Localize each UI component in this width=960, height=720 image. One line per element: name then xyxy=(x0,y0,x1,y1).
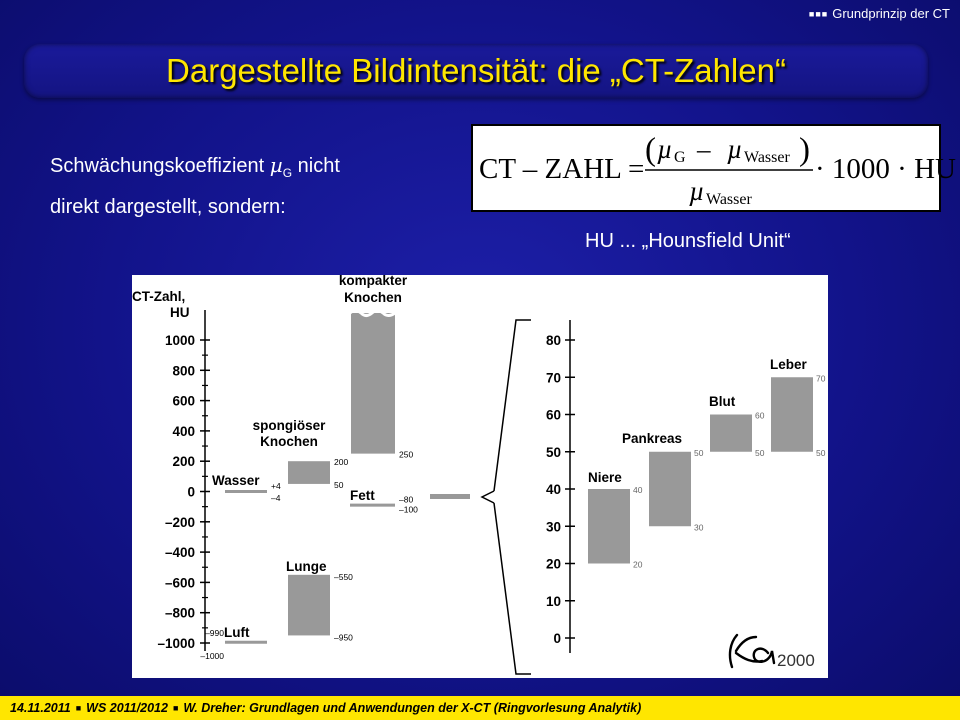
range-low-label: 250 xyxy=(399,449,414,460)
y-tick-label: 400 xyxy=(172,423,195,439)
range-name: Pankreas xyxy=(622,431,683,446)
svg-text:–: – xyxy=(697,134,711,164)
range-high-label: 50 xyxy=(694,447,704,458)
range-name: Fett xyxy=(350,488,375,503)
right-chart xyxy=(546,320,826,653)
zoom-line-bottom xyxy=(494,503,531,674)
range-high-label: 40 xyxy=(633,485,643,495)
formula-lhs: CT – ZAHL = xyxy=(479,153,645,185)
svg-text:µ: µ xyxy=(727,134,743,164)
range-name: spongiöser xyxy=(252,418,326,433)
title-bar xyxy=(24,44,928,98)
section-name: Grundprinzip der CT xyxy=(832,6,950,21)
y-tick-label: –400 xyxy=(164,545,195,561)
ct-number-chart xyxy=(132,275,828,678)
range-low-label: –100 xyxy=(399,504,418,515)
footer-date: 14.11.2011 xyxy=(10,701,71,715)
y-tick-label: 800 xyxy=(172,363,195,379)
y-tick-label: 70 xyxy=(545,370,561,386)
range-bar-niere xyxy=(588,489,630,564)
y-tick-label: 1000 xyxy=(164,333,195,348)
section-label xyxy=(809,6,950,21)
y-tick-label: –600 xyxy=(164,575,195,591)
y-axis-label: CT-Zahl, xyxy=(132,289,186,304)
ct-number-formula xyxy=(471,124,956,212)
intro-text xyxy=(50,148,340,224)
y-axis-label-unit: HU xyxy=(170,305,190,320)
y-tick-label: –800 xyxy=(164,605,195,621)
zoom-line-top xyxy=(494,320,531,491)
square-bullet-icon: ■ xyxy=(75,703,82,713)
range-low-label: 50 xyxy=(816,447,826,458)
range-bar-wasser xyxy=(225,490,267,493)
range-name: Leber xyxy=(770,357,807,372)
y-tick-label: –1000 xyxy=(157,636,195,651)
svg-text:Wasser: Wasser xyxy=(706,191,752,208)
formula-svg xyxy=(473,126,956,210)
range-low-label: –1000 xyxy=(200,651,224,661)
range-high-label: 200 xyxy=(334,457,349,468)
range-bar-fett xyxy=(350,504,395,507)
range-bar-spongiöser-knochen xyxy=(288,461,330,484)
svg-text:µ: µ xyxy=(689,176,705,206)
range-bar-luft xyxy=(225,641,267,644)
y-tick-label: 200 xyxy=(172,454,195,470)
range-high-label: –550 xyxy=(334,571,353,582)
svg-text:Wasser: Wasser xyxy=(744,149,790,166)
y-tick-label: 10 xyxy=(545,593,561,609)
range-name: Knochen xyxy=(260,434,318,449)
range-name: Knochen xyxy=(344,290,402,305)
range-name: Wasser xyxy=(212,473,260,488)
page-title: Dargestellte Bildintensität: die „CT-Zahlen“ xyxy=(166,52,786,89)
mu-symbol: µ xyxy=(269,153,283,177)
range-bar-kompakter-knochen xyxy=(351,313,395,454)
range-low-label: 50 xyxy=(755,447,765,458)
range-name: Niere xyxy=(588,470,622,485)
square-bullet-icon: ■ xyxy=(172,703,179,713)
ka-signature-icon xyxy=(730,635,774,667)
range-high-label: 60 xyxy=(755,410,765,421)
range-low-label: –950 xyxy=(334,632,353,643)
intro-line-2: direkt dargestellt, sondern: xyxy=(50,196,286,218)
svg-text:(: ( xyxy=(645,132,656,168)
range-high-label: 70 xyxy=(816,373,826,384)
y-tick-label: 60 xyxy=(545,407,561,423)
footer-semester: WS 2011/2012 xyxy=(86,701,168,715)
range-low-label: –4 xyxy=(271,493,281,504)
range-name: Blut xyxy=(709,394,736,409)
y-tick-label: –200 xyxy=(164,514,195,530)
zoom-source-bar xyxy=(430,494,470,499)
signature-logo xyxy=(730,635,815,670)
svg-text:): ) xyxy=(799,132,810,168)
left-chart xyxy=(132,273,418,661)
y-tick-label: 600 xyxy=(172,393,195,409)
intro-line-1: Schwächungskoeffizient µ$_G$ nicht xyxy=(50,153,340,180)
formula-rhs: · 1000 · HU xyxy=(815,153,956,185)
footer-author: W. Dreher: Grundlagen und Anwendungen der X-CT (Ringvorlesung Analytik) xyxy=(183,701,642,715)
range-bar-blut xyxy=(710,415,752,452)
ct-chart-svg xyxy=(132,275,828,678)
y-tick-label: 50 xyxy=(545,444,561,460)
zoom-connector xyxy=(430,320,531,674)
range-low-label: 50 xyxy=(334,479,344,490)
y-tick-label: 80 xyxy=(545,333,561,348)
range-high-label: +4 xyxy=(271,480,281,491)
range-low-label: 20 xyxy=(633,559,643,570)
range-high-label: –990 xyxy=(205,628,224,638)
copyright-year: 2000 xyxy=(777,651,815,670)
range-bar-lunge xyxy=(288,575,330,636)
range-low-label: 30 xyxy=(694,522,704,533)
range-name: Luft xyxy=(224,625,250,640)
range-bar-leber xyxy=(771,377,813,452)
y-tick-label: 0 xyxy=(553,631,561,646)
range-bar-pankreas xyxy=(649,452,691,527)
brace-icon xyxy=(482,491,494,503)
footer-bar xyxy=(0,696,960,720)
svg-text:µ: µ xyxy=(657,134,673,164)
y-tick-label: 40 xyxy=(545,482,561,497)
y-tick-label: 0 xyxy=(187,484,195,500)
y-tick-label: 20 xyxy=(545,556,561,572)
y-tick-label: 30 xyxy=(545,519,561,535)
three-squares-icon: ■■■ xyxy=(808,9,829,19)
svg-text:G: G xyxy=(674,149,686,166)
range-high-label: –80 xyxy=(399,494,414,505)
range-name: kompakter xyxy=(338,273,408,288)
hu-note: HU ... „Hounsfield Unit“ xyxy=(585,230,791,252)
range-name: Lunge xyxy=(286,559,327,574)
